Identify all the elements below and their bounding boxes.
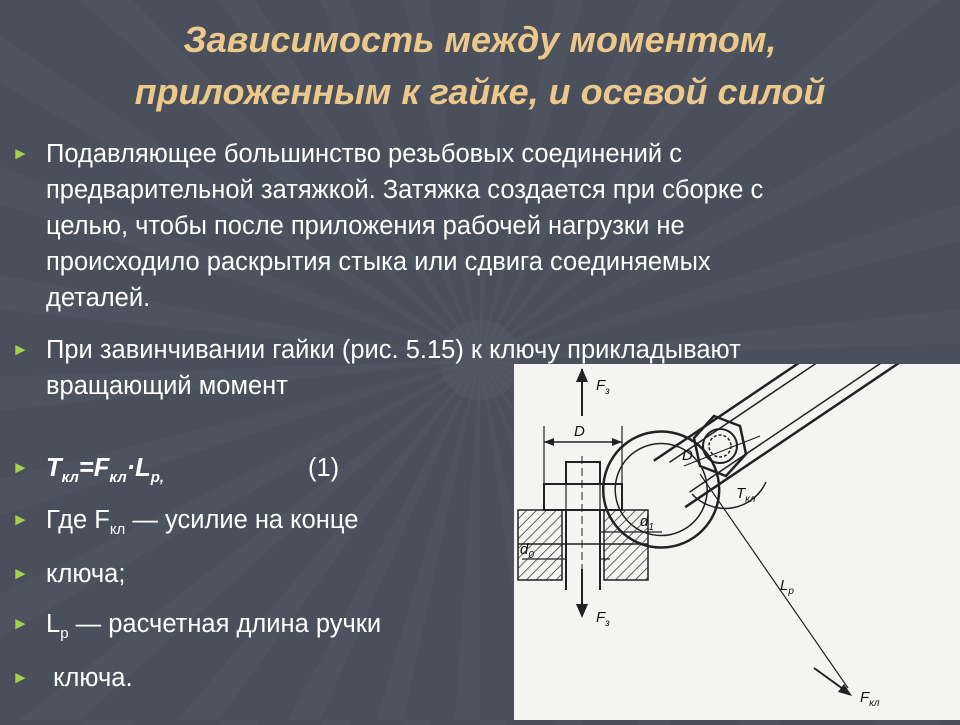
bullet-arrow-icon: ► [12,340,29,359]
bullet-text: ключа. [46,664,133,692]
label-d1: $d_1$ [640,513,654,533]
label-fz-bottom: $F_з$ [596,609,610,629]
bullet-text: ключа; [46,560,126,588]
label-d-bolt: D [574,423,585,440]
slide-title [0,14,960,118]
label-lp: $L_р$ [780,577,794,597]
bullet-formula [12,450,412,496]
bullet-prestress [12,136,763,316]
bullet-arrow-icon: ► [12,510,29,529]
formula: $T_{кл}=F_{кл}\cdot L_{p,}$ [46,454,165,486]
bolt-assembly [518,368,662,618]
label-fz-top: $F_з$ [596,377,610,397]
bullet-text: Где $F_{кл}$ — усилие на конце [46,506,359,538]
bullet-force-definition [12,502,358,548]
title-line-1: Зависимость между моментом, [183,19,777,60]
bullet-text: $L_p$ — расчетная длина ручки [46,610,382,642]
bullet-length-definition [12,606,381,652]
bullet-key [12,556,125,592]
label-fkl: $F_{кл}$ [860,689,880,709]
hex-nut [694,416,746,476]
bullet-arrow-icon: ► [12,458,29,477]
bullet-arrow-icon: ► [12,564,29,583]
bullet-key-2 [12,660,133,696]
title-line-2: приложенным к гайке, и осевой силой [134,71,826,112]
bullet-text: Подавляющее большинство резьбовых соединений с предварительной затяжкой. Затяжка создается при сборке с целью, чтобы после приложения рабочей нагрузки не происходило раскрытия стыка или сдвига соединяемых деталей. [46,140,764,312]
bullet-arrow-icon: ► [12,668,29,687]
label-tkl: $T_{кл}$ [736,485,756,505]
wrench-figure [514,364,960,720]
label-d-nut: D [682,447,693,464]
label-d0: $d_0$ [520,541,534,561]
bullet-text: При завинчивании гайки (рис. 5.15) к ключу прикладывают вращающий момент [46,336,741,400]
formula-number: (1) [308,454,340,482]
bullet-arrow-icon: ► [12,614,29,633]
bullet-arrow-icon: ► [12,144,29,163]
